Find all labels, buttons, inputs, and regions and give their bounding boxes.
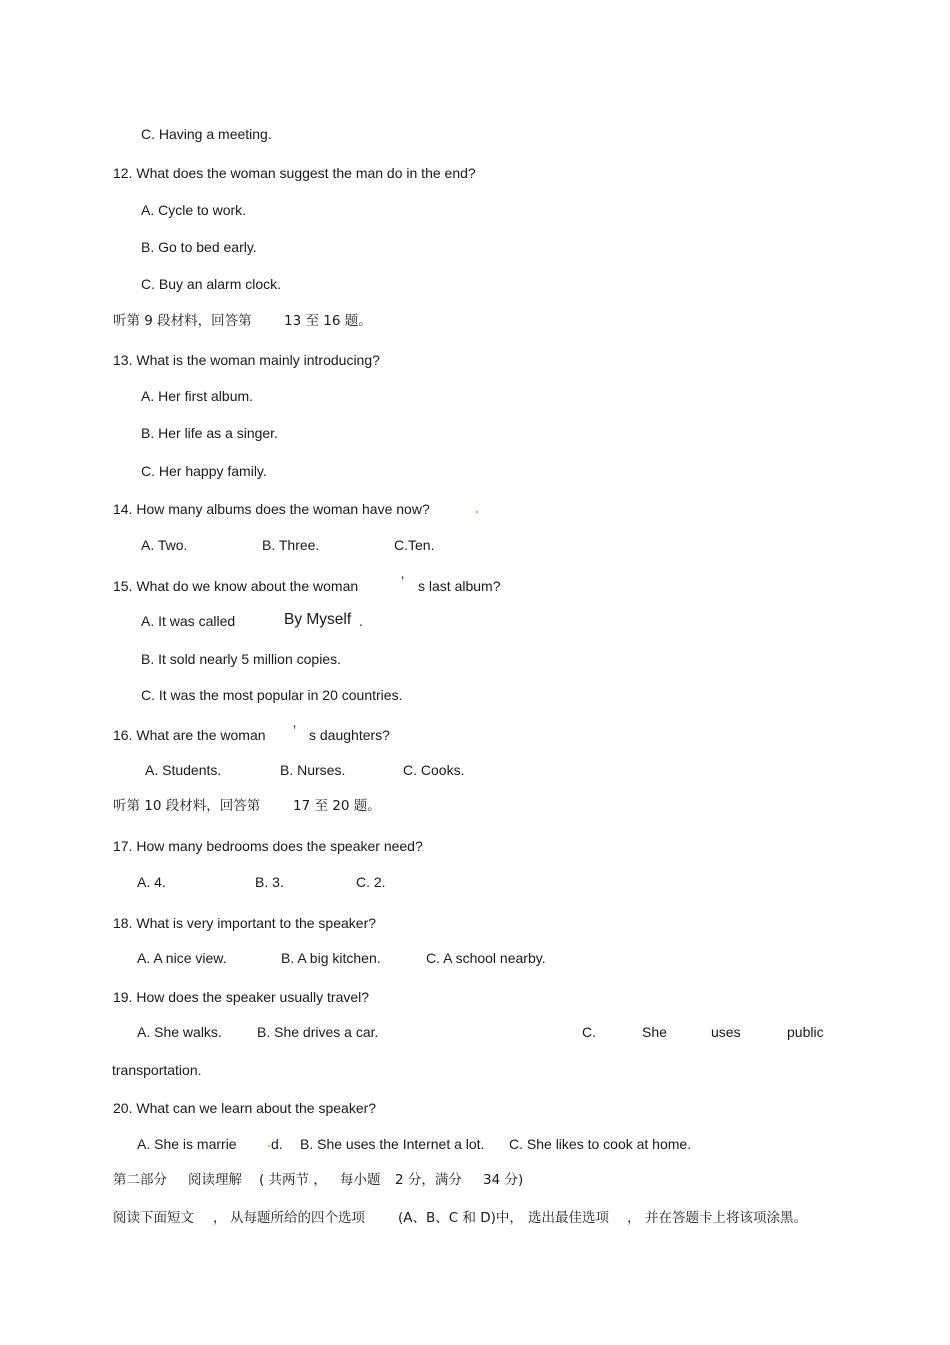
q19-option-b: B. She drives a car. bbox=[257, 1024, 379, 1040]
section-10-heading-part2: 17 至 20 题。 bbox=[293, 798, 381, 814]
q19-option-c-word: uses bbox=[711, 1024, 741, 1040]
q20-option-b: B. She uses the Internet a lot. bbox=[300, 1136, 485, 1152]
reading-instructions: 并在答题卡上将该项涂黑。 bbox=[645, 1210, 807, 1226]
q16-question-part2: s daughters? bbox=[309, 727, 390, 743]
q15-question-part1: 15. What do we know about the woman bbox=[113, 578, 359, 594]
q19-option-a: A. She walks. bbox=[137, 1024, 222, 1040]
q16-option-b: B. Nurses. bbox=[280, 762, 346, 778]
section-9-heading-part2: 13 至 16 题。 bbox=[284, 313, 372, 329]
q19-question: 19. How does the speaker usually travel? bbox=[113, 989, 370, 1005]
q15-option-b: B. It sold nearly 5 million copies. bbox=[141, 651, 341, 667]
q15-option-a-period: . bbox=[359, 613, 363, 629]
reading-instructions: (A、B、C 和 D)中， bbox=[398, 1210, 523, 1226]
q20-option-a-part2: d. bbox=[271, 1136, 283, 1152]
q12-option-a: A. Cycle to work. bbox=[141, 202, 247, 218]
q15-option-a-text: A. It was called bbox=[141, 613, 236, 629]
q17-option-a: A. 4. bbox=[137, 874, 166, 890]
q14-option-b: B. Three. bbox=[262, 537, 320, 553]
reading-instructions: 阅读下面短文 bbox=[113, 1210, 194, 1226]
ink-speck bbox=[476, 511, 478, 513]
q14-option-c: C.Ten. bbox=[394, 537, 435, 553]
q16-option-a: A. Students. bbox=[145, 762, 222, 778]
reading-instructions: 从每题所给的四个选项 bbox=[230, 1210, 365, 1226]
q13-option-b: B. Her life as a singer. bbox=[141, 425, 278, 441]
q19-option-c-label: C. bbox=[582, 1024, 596, 1040]
part-2-note: 每小题 bbox=[340, 1172, 381, 1188]
ink-speck bbox=[268, 1145, 270, 1147]
q18-option-c: C. A school nearby. bbox=[426, 950, 546, 966]
section-10-heading-part1: 听第 10 段材料，回答第 bbox=[113, 798, 261, 814]
q16-option-c: C. Cooks. bbox=[403, 762, 465, 778]
q12-option-c: C. Buy an alarm clock. bbox=[141, 276, 282, 292]
q12-question: 12. What does the woman suggest the man do in the end? bbox=[113, 165, 476, 181]
q20-option-a-part1: A. She is marrie bbox=[137, 1136, 237, 1152]
q13-option-a: A. Her first album. bbox=[141, 388, 254, 404]
section-9-heading-part1: 听第 9 段材料，回答第 bbox=[113, 313, 252, 329]
q18-option-a: A. A nice view. bbox=[137, 950, 227, 966]
q17-option-b: B. 3. bbox=[255, 874, 284, 890]
q15-apostrophe: ’ bbox=[401, 573, 405, 589]
q15-option-a-album-title: By Myself bbox=[284, 611, 352, 628]
q20-question: 20. What can we learn about the speaker? bbox=[113, 1100, 377, 1116]
part-2-note: 2 分，满分 bbox=[395, 1172, 462, 1188]
q16-apostrophe: ’ bbox=[293, 722, 297, 738]
q14-option-a: A. Two. bbox=[141, 537, 188, 553]
q16-question-part1: 16. What are the woman bbox=[113, 727, 266, 743]
q14-question: 14. How many albums does the woman have now? bbox=[113, 501, 430, 517]
q19-option-c-word: She bbox=[642, 1024, 667, 1040]
part-2-note: ( 共两节 ， bbox=[259, 1172, 327, 1188]
reading-instructions: ， bbox=[213, 1210, 227, 1226]
part-2-note: 34 分) bbox=[483, 1172, 524, 1188]
q17-option-c: C. 2. bbox=[356, 874, 386, 890]
q17-question: 17. How many bedrooms does the speaker need? bbox=[113, 838, 423, 854]
q19-option-c-continuation: transportation. bbox=[112, 1062, 202, 1078]
q19-option-c-word: public bbox=[787, 1024, 824, 1040]
q11-option-c: C. Having a meeting. bbox=[141, 126, 272, 142]
q15-option-c: C. It was the most popular in 20 countries. bbox=[141, 687, 403, 703]
q15-question-part2: s last album? bbox=[418, 578, 501, 594]
reading-instructions: 选出最佳选项 bbox=[528, 1210, 609, 1226]
q13-question: 13. What is the woman mainly introducing? bbox=[113, 352, 380, 368]
part-2-title: 第二部分 bbox=[113, 1172, 167, 1188]
q13-option-c: C. Her happy family. bbox=[141, 463, 267, 479]
q18-option-b: B. A big kitchen. bbox=[281, 950, 381, 966]
part-2-subtitle: 阅读理解 bbox=[188, 1172, 242, 1188]
q20-option-c: C. She likes to cook at home. bbox=[509, 1136, 692, 1152]
q18-question: 18. What is very important to the speaker? bbox=[113, 915, 377, 931]
reading-instructions: ， bbox=[627, 1210, 641, 1226]
q12-option-b: B. Go to bed early. bbox=[141, 239, 257, 255]
